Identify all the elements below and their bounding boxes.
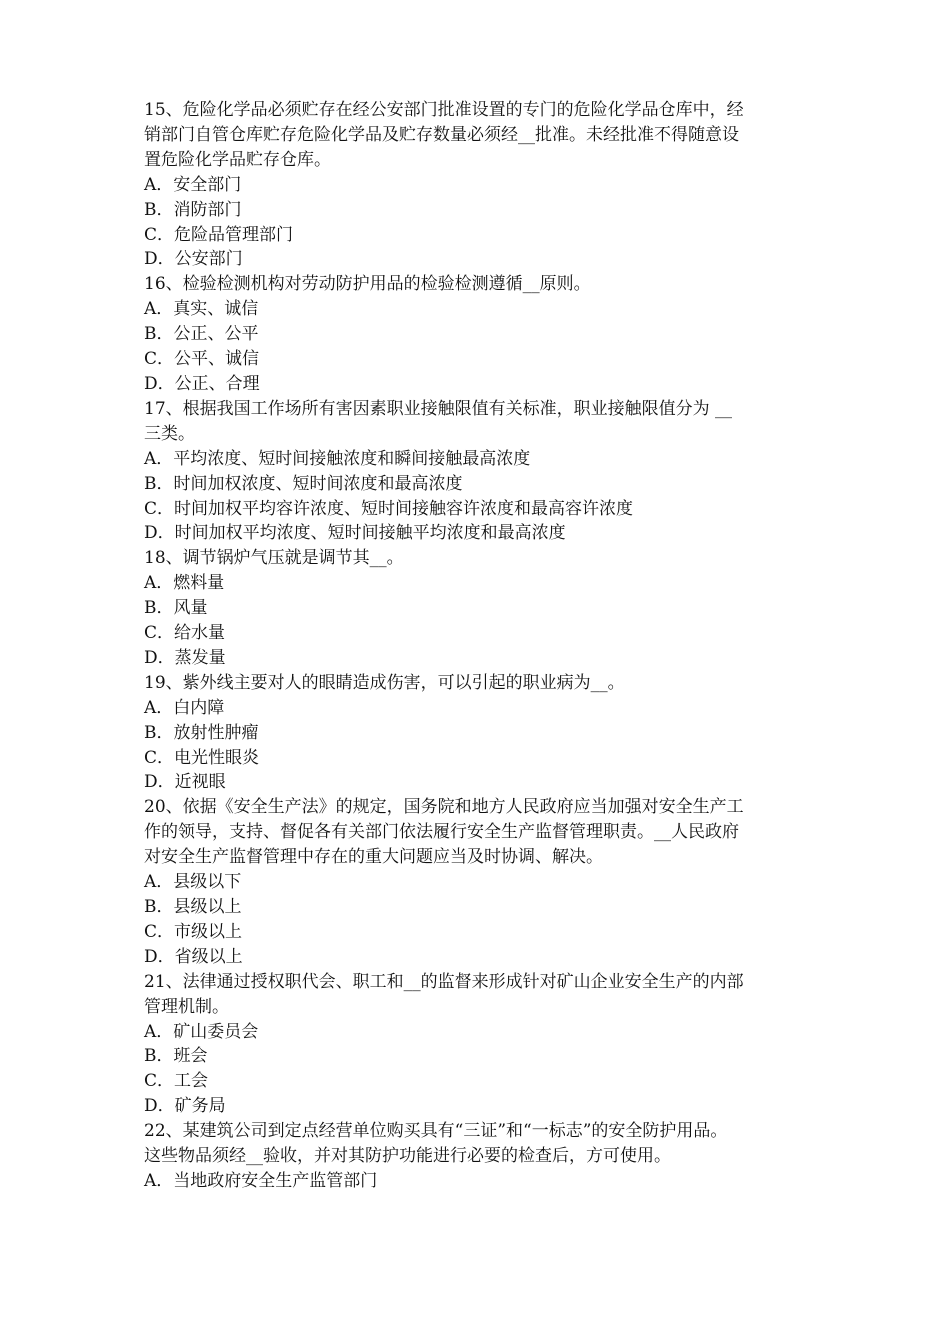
- answer-option: A．矿山委员会: [144, 1021, 259, 1042]
- question-stem-line: 置危险化学品贮存仓库。: [144, 149, 331, 170]
- question-block: [144, 1119, 816, 1194]
- question-block: [144, 795, 816, 969]
- answer-option: B．放射性肿瘤: [144, 722, 259, 743]
- answer-option: C．工会: [144, 1071, 209, 1092]
- question-stem-line: 对安全生产监督管理中存在的重大问题应当及时协调、解决。: [144, 847, 603, 868]
- answer-option: C．给水量: [144, 623, 226, 644]
- answer-option: A．燃料量: [144, 573, 225, 594]
- question-stem-line: 19、紫外线主要对人的眼睛造成伤害，可以引起的职业病为__。: [144, 672, 625, 693]
- question-stem-line: 三类。: [144, 423, 195, 444]
- question-stem-line: 销部门自管仓库贮存危险化学品及贮存数量必须经__批准。未经批准不得随意设: [144, 124, 739, 145]
- question-stem-line: 17、根据我国工作场所有害因素职业接触限值有关标准，职业接触限值分为 __: [144, 398, 733, 419]
- question-block: [144, 970, 816, 1119]
- answer-option: B．班会: [144, 1046, 208, 1067]
- answer-option: B．公正、公平: [144, 324, 259, 345]
- question-stem-line: 22、某建筑公司到定点经营单位购买具有“三证”和“一标志”的安全防护用品。: [144, 1121, 728, 1142]
- answer-option: B．消防部门: [144, 199, 242, 220]
- answer-option: A．安全部门: [144, 174, 242, 195]
- answer-option: B．时间加权浓度、短时间浓度和最高浓度: [144, 473, 463, 494]
- answer-option: C．公平、诚信: [144, 349, 260, 370]
- answer-option: D．近视眼: [144, 772, 226, 793]
- answer-option: C．电光性眼炎: [144, 747, 260, 768]
- answer-option: A．县级以下: [144, 872, 242, 893]
- answer-option: A．平均浓度、短时间接触浓度和瞬间接触最高浓度: [144, 448, 531, 469]
- answer-option: D．蒸发量: [144, 647, 226, 668]
- question-block: [144, 546, 816, 671]
- answer-option: A．白内障: [144, 697, 225, 718]
- answer-option: C．市级以上: [144, 921, 243, 942]
- answer-option: D．公正、合理: [144, 373, 260, 394]
- question-block: [144, 671, 816, 796]
- answer-option: B．县级以上: [144, 897, 242, 917]
- question-stem-line: 15、危险化学品必须贮存在经公安部门批准设置的专门的危险化学品仓库中，经: [144, 100, 744, 120]
- answer-option: A．当地政府安全生产监管部门: [144, 1170, 378, 1191]
- answer-option: B．风量: [144, 598, 208, 619]
- answer-option: D．公安部门: [144, 249, 243, 270]
- document-page: [144, 98, 816, 1194]
- answer-option: D．省级以上: [144, 946, 243, 967]
- question-stem-line: 21、法律通过授权职代会、职工和__的监督来形成针对矿山企业安全生产的内部: [144, 971, 744, 992]
- question-block: [144, 397, 816, 546]
- question-stem-line: 作的领导，支持、督促各有关部门依法履行安全生产监督管理职责。__人民政府: [144, 822, 739, 843]
- answer-option: A．真实、诚信: [144, 299, 259, 320]
- question-block: [144, 98, 816, 272]
- answer-option: C．危险品管理部门: [144, 224, 294, 245]
- question-stem-line: 18、调节锅炉气压就是调节其__。: [144, 548, 404, 569]
- question-stem-line: 管理机制。: [144, 996, 229, 1017]
- answer-option: C．时间加权平均容许浓度、短时间接触容许浓度和最高容许浓度: [144, 498, 634, 519]
- answer-option: D．矿务局: [144, 1096, 226, 1117]
- question-stem-line: 16、检验检测机构对劳动防护用品的检验检测遵循__原则。: [144, 274, 591, 295]
- question-stem-line: 这些物品须经__验收，并对其防护功能进行必要的检查后，方可使用。: [144, 1146, 671, 1167]
- question-block: [144, 272, 816, 397]
- question-stem-line: 20、依据《安全生产法》的规定，国务院和地方人民政府应当加强对安全生产工: [144, 797, 744, 818]
- answer-option: D．时间加权平均浓度、短时间接触平均浓度和最高浓度: [144, 523, 566, 544]
